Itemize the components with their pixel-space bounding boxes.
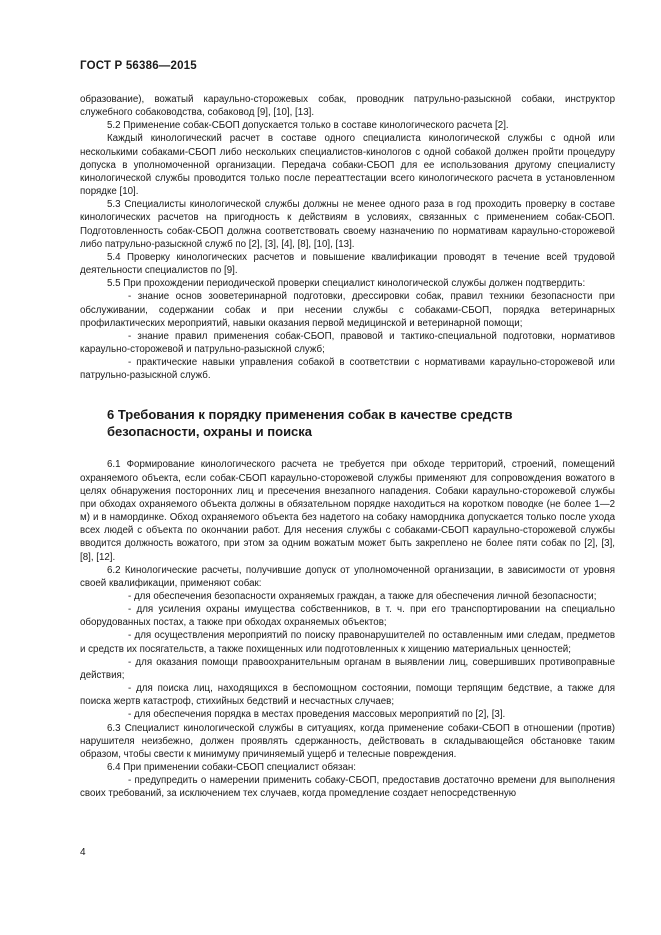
paragraph: 5.4 Проверку кинологических расчетов и повышение квалификации проводят в течение всей трудовой деятельности специалистов по [9]. — [80, 251, 615, 277]
paragraph: 5.2 Применение собак-СБОП допускается только в составе кинологического расчета [2]. — [107, 120, 509, 132]
paragraph: - для обеспечения безопасности охраняемых граждан, а также для обеспечения личной безопасности; — [128, 591, 597, 602]
page-number: 4 — [80, 847, 86, 858]
paragraph: 6.1 Формирование кинологического расчета не требуется при обходе территорий, строений, помещений охраняемого объекта, если собак-СБОП караульно-сторожевой службы применяют для сопровождения вожатого в целях обнаружения посторонних лиц и пресечения внезапного нападения. Собаки караульно-сторожевой службы при обходах охраняемого объекта должны в обязательном порядке находиться на коротком поводке (не более 1—2 м) и в намординке. Обход охраняемого объекта без надетого на собаку намордника допускается только после ухода всех людей с объекта по окончании работ. Для несения службы с собаками-СБОП караульно-сторожевой службы вводится должность вожатого, при этом за одним вожатым может быть закреплено не более пяти собак по [2], [3], [8], [12]. — [80, 459, 615, 563]
paragraph: 6.4 При применении собаки-СБОП специалист обязан: — [107, 762, 356, 774]
section-6-title-line2: безопасности, охраны и поиска — [107, 424, 313, 440]
section-6-title — [80, 406, 615, 440]
section-5-continuation — [80, 93, 615, 382]
paragraph: - для поиска лиц, находящихся в беспомощном состоянии, помощи терпящим бедствие, а также для поиска жертв катастроф, стихийных бедствий и несчастных случаев; — [80, 683, 615, 708]
paragraph: образование), вожатый караульно-сторожевых собак, проводник патрульно-разыскной собаки, инструктор служебного собаководства, собаковод [9], [10], [13]. — [80, 94, 615, 119]
paragraph: - для усиления охраны имущества собственников, в т. ч. при его транспортировании на специально оборудованных постах, а также при обходах охраняемых объектов; — [80, 604, 615, 629]
document-body — [80, 93, 615, 801]
paragraph: - знание основ зооветеринарной подготовки, дрессировки собак, правил техники безопасности при обслуживании, содержании собак и при несении службы с собаками-СБОП, порядка ветеринарных профилактических мероприятий, навыки оказания первой медицинской и ветеринарной помощи; — [80, 291, 615, 329]
paragraph: 5.5 При прохождении периодической проверки специалист кинологической службы должен подтвердить: — [107, 278, 586, 290]
section-6-body — [80, 458, 615, 800]
paragraph: - практические навыки управления собакой в соответствии с нормативами караульно-сторожевой или патрульно-разыскной служб. — [80, 357, 615, 382]
paragraph: - предупредить о намерении применить собаку-СБОП, предоставив достаточно времени для выполнения своих требований, за исключением тех случаев, когда промедление создает непосредственную — [80, 775, 615, 800]
paragraph: Каждый кинологический расчет в составе одного специалиста кинологической службы с одной или несколькими собаками-СБОП либо нескольких специалистов-кинологов с одной собакой должен пройти процедуру допуска в уполномоченной организации. Передача собаки-СБОП для ее использования другому специалисту кинологической службы проводится только после переаттестации всего кинологического расчета в установленном порядке [10]. — [80, 133, 615, 198]
paragraph: - для осуществления мероприятий по поиску правонарушителей по оставленным ими следам, предметов и средств их посягательств, а также похищенных или подготовленных к хищению материальных ценностей; — [80, 630, 615, 655]
paragraph: 6.3 Специалист кинологической службы в ситуациях, когда применение собаки-СБОП в отношении (против) нарушителя неизбежно, должен проявлять сдержанность, действовать в складывающейся обстановке таким образом, чтобы свести к минимуму причиняемый ущерб и телесные повреждения. — [80, 722, 615, 760]
document-header: ГОСТ Р 56386—2015 — [80, 60, 197, 72]
paragraph: - для обеспечения порядка в местах проведения массовых мероприятий по [2], [3]. — [128, 709, 506, 721]
paragraph: 6.2 Кинологические расчеты, получившие допуск от уполномоченной организации, в зависимости от уровня своей квалификации, применяют собак: — [80, 564, 615, 589]
section-6-title-line1: 6 Требования к порядку применения собак в качестве средств — [107, 407, 513, 423]
paragraph: - знание правил применения собак-СБОП, правовой и тактико-специальной подготовки, нормативов караульно-сторожевой и патрульно-разыскной служб; — [80, 330, 615, 355]
paragraph: 5.3 Специалисты кинологической службы должны не менее одного раза в год проходить проверку в составе кинологических расчетов на пригодность к действиям в условиях, связанных с применением собак-СБОП. Подготовленность собак-СБОП должна соответствовать своему назначению по нормативам караульно-сторожевой либо патрульно-разыскной служб по [2], [3], [4], [8], [10], [13]. — [80, 199, 615, 250]
paragraph: - для оказания помощи правоохранительным органам в выявлении лиц, совершивших противоправные действия; — [80, 656, 615, 681]
